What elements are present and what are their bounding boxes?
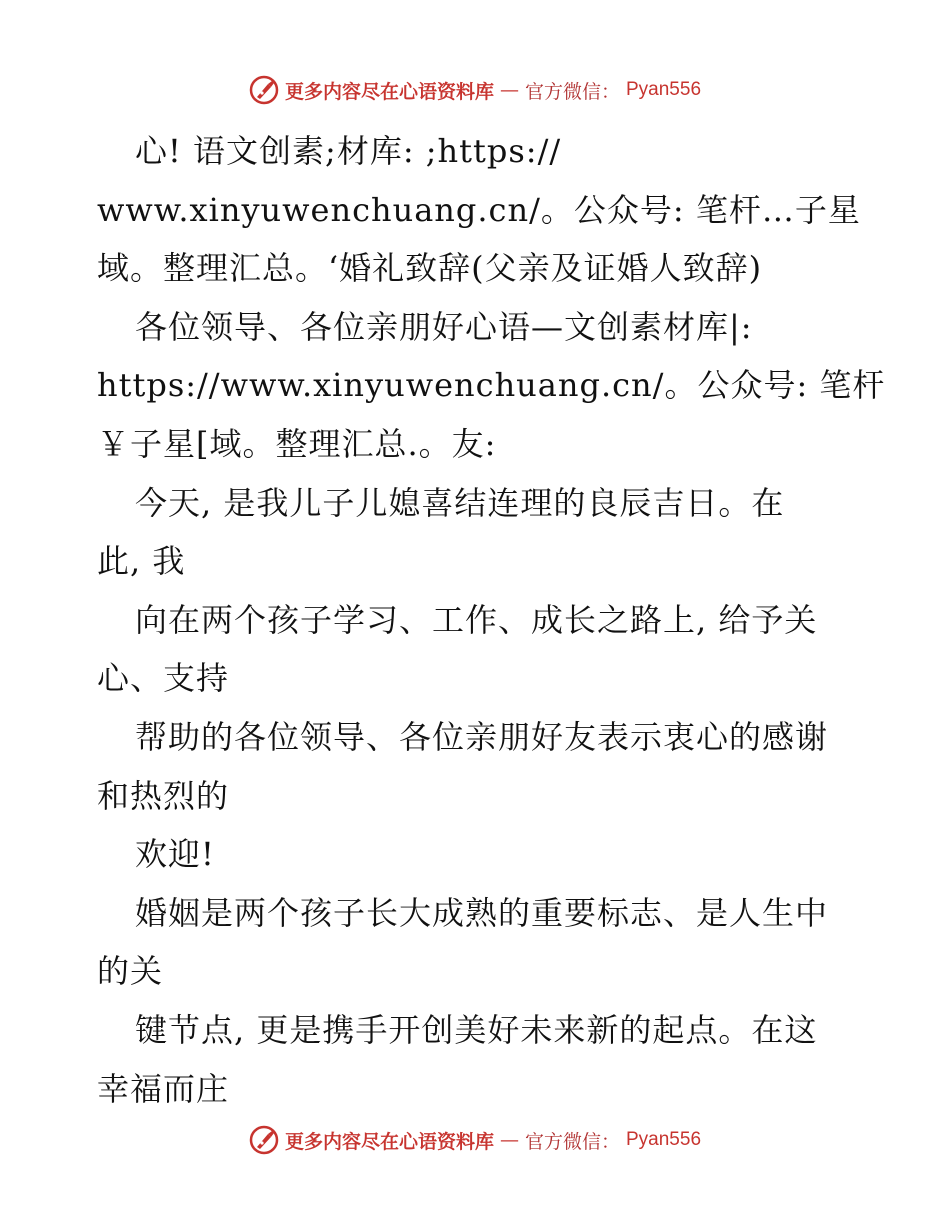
header-banner [0,70,950,110]
banner-dash: — [499,1129,519,1151]
banner-text: 更多内容尽在心语资料库 [284,80,494,103]
text-line: 的关 [97,952,164,991]
text-line: 键节点, 更是携手开创美好未来新的起点。在这 [135,1010,818,1049]
text-line: 婚姻是两个孩子长大成熟的重要标志、是人生中 [135,893,829,932]
pen-nib-logo-icon [249,75,279,105]
text-line: 心、支持 [97,659,230,698]
banner-wechat-id: Pyan556 [626,79,702,100]
banner-wechat-label: 官方微信： [524,80,620,103]
banner-wechat-label: 官方微信： [524,1130,620,1153]
text-line: 此, 我 [97,542,186,581]
text-line: 域。整理汇总。‘婚礼致辞(父亲及证婚人致辞) [97,249,763,288]
text-line: 向在两个孩子学习、工作、成长之路上, 给予关 [135,600,818,639]
text-line: 心! 语文创素;材库: ;https:// [135,132,562,170]
text-line: https://www.xinyuwenchuang.cn/。公众号: 笔杆 [97,366,886,405]
text-line: 和热烈的 [97,776,230,815]
banner-wechat-id: Pyan556 [626,1129,702,1150]
banner-dash: — [499,79,519,101]
text-line: ￥子星[域。整理汇总.。友: [97,424,497,463]
text-line: 欢迎! [135,835,215,874]
footer-banner [0,1120,950,1160]
text-line: 幸福而庄 [97,1069,230,1108]
text-line: 各位领导、各位亲朋好心语—文创素材库|: [135,307,753,346]
text-line: www.xinyuwenchuang.cn/。公众号: 笔杆…子星 [97,190,861,229]
document-body [97,122,886,1118]
pen-nib-logo-icon [249,1125,279,1155]
text-line: 帮助的各位领导、各位亲朋好友表示衷心的感谢 [135,717,829,756]
text-line: 今天, 是我儿子儿媳喜结连理的良辰吉日。在 [135,483,785,522]
banner-text: 更多内容尽在心语资料库 [284,1130,494,1153]
